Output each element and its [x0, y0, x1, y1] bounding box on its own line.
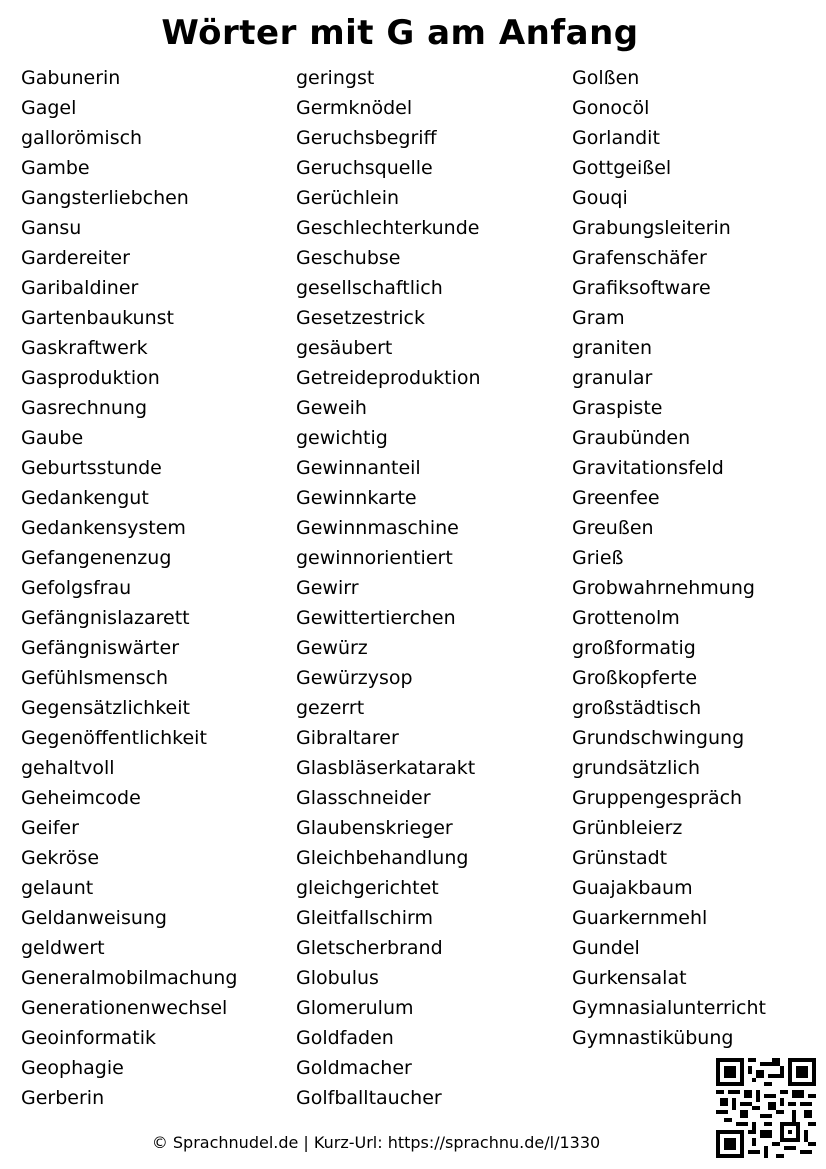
- word-item: Gouqi: [572, 187, 628, 209]
- word-item: Gefühlsmensch: [21, 667, 168, 689]
- footer-credit: © Sprachnudel.de | Kurz-Url: https://sprachnu.de/l/1330: [151, 1133, 601, 1152]
- word-item: Gruppengespräch: [572, 787, 743, 809]
- word-item: Gewürz: [296, 637, 368, 659]
- word-item: Gabunerin: [21, 67, 121, 89]
- word-item: Gasrechnung: [21, 397, 148, 419]
- word-item: Gedankensystem: [21, 517, 186, 539]
- word-item: Geoinformatik: [21, 1027, 157, 1049]
- word-item: Gurkensalat: [572, 967, 687, 989]
- word-item: Gerberin: [21, 1087, 105, 1109]
- word-item: Golfballtaucher: [296, 1087, 442, 1109]
- word-item: Großkopferte: [572, 667, 698, 689]
- word-item: Garibaldiner: [21, 277, 139, 299]
- word-item: Gagel: [21, 97, 77, 119]
- word-item: Gymnasialunterricht: [572, 997, 766, 1019]
- word-item: Gletscherbrand: [296, 937, 443, 959]
- word-column-2: [296, 63, 481, 1113]
- word-item: Geophagie: [21, 1057, 124, 1079]
- word-item: Grundschwingung: [572, 727, 745, 749]
- word-item: gesellschaftlich: [296, 277, 443, 299]
- word-item: Gerüchlein: [296, 187, 400, 209]
- word-item: Geschlechterkunde: [296, 217, 480, 239]
- word-item: Gefolgsfrau: [21, 577, 132, 599]
- word-item: Greußen: [572, 517, 654, 539]
- word-item: Grafenschäfer: [572, 247, 707, 269]
- word-item: Gibraltarer: [296, 727, 399, 749]
- word-item: Globulus: [296, 967, 379, 989]
- word-item: Gegenöffentlichkeit: [21, 727, 207, 749]
- word-item: Golßen: [572, 67, 640, 89]
- word-item: Gymnastikübung: [572, 1027, 734, 1049]
- word-item: gelaunt: [21, 877, 94, 899]
- word-item: gesäubert: [296, 337, 393, 359]
- word-item: Gasproduktion: [21, 367, 160, 389]
- word-item: Graspiste: [572, 397, 663, 419]
- word-item: Glomerulum: [296, 997, 414, 1019]
- word-item: geringst: [296, 67, 375, 89]
- word-item: Gekröse: [21, 847, 100, 869]
- word-item: Gleichbehandlung: [296, 847, 469, 869]
- word-item: Graubünden: [572, 427, 691, 449]
- word-item: Goldmacher: [296, 1057, 412, 1079]
- word-item: Gewinnanteil: [296, 457, 421, 479]
- word-column-3: [572, 63, 766, 1053]
- word-item: Geheimcode: [21, 787, 141, 809]
- word-item: Geruchsquelle: [296, 157, 433, 179]
- word-item: Gegensätzlichkeit: [21, 697, 190, 719]
- word-item: Goldfaden: [296, 1027, 394, 1049]
- word-item: Gewinnkarte: [296, 487, 417, 509]
- word-item: Gansu: [21, 217, 82, 239]
- word-item: Grobwahrnehmung: [572, 577, 755, 599]
- word-item: Geldanweisung: [21, 907, 167, 929]
- word-item: Gaskraftwerk: [21, 337, 148, 359]
- word-item: Guajakbaum: [572, 877, 693, 899]
- word-item: gleichgerichtet: [296, 877, 439, 899]
- qr-code-icon: [716, 1058, 816, 1158]
- word-item: Gundel: [572, 937, 640, 959]
- word-item: Grünbleierz: [572, 817, 683, 839]
- word-item: Gewirr: [296, 577, 359, 599]
- word-column-1: [21, 63, 237, 1113]
- word-item: geldwert: [21, 937, 105, 959]
- word-item: Gartenbaukunst: [21, 307, 174, 329]
- word-item: Gottgeißel: [572, 157, 672, 179]
- word-item: gezerrt: [296, 697, 365, 719]
- word-item: großstädtisch: [572, 697, 702, 719]
- page-title: Wörter mit G am Anfang: [161, 13, 639, 53]
- word-item: großformatig: [572, 637, 696, 659]
- word-item: gallorömisch: [21, 127, 143, 149]
- word-item: Generationenwechsel: [21, 997, 228, 1019]
- word-item: Geburtsstunde: [21, 457, 162, 479]
- word-item: Gram: [572, 307, 625, 329]
- word-item: Gorlandit: [572, 127, 660, 149]
- word-item: Getreideproduktion: [296, 367, 481, 389]
- word-item: Gefängnislazarett: [21, 607, 190, 629]
- word-item: gewinnorientiert: [296, 547, 453, 569]
- word-item: Gangsterliebchen: [21, 187, 189, 209]
- word-item: Geweih: [296, 397, 367, 419]
- word-item: gehaltvoll: [21, 757, 115, 779]
- word-item: Gravitationsfeld: [572, 457, 724, 479]
- word-item: Gaube: [21, 427, 84, 449]
- word-item: Gardereiter: [21, 247, 130, 269]
- word-item: Geschubse: [296, 247, 401, 269]
- word-item: Geifer: [21, 817, 79, 839]
- word-item: Generalmobilmachung: [21, 967, 238, 989]
- word-item: Guarkernmehl: [572, 907, 708, 929]
- word-item: Gedankengut: [21, 487, 149, 509]
- word-item: Gesetzestrick: [296, 307, 426, 329]
- word-item: Gewinnmaschine: [296, 517, 459, 539]
- word-item: Glasschneider: [296, 787, 431, 809]
- word-item: Gefängniswärter: [21, 637, 180, 659]
- word-item: Germknödel: [296, 97, 413, 119]
- word-item: Grabungsleiterin: [572, 217, 731, 239]
- word-item: Gefangenenzug: [21, 547, 172, 569]
- word-item: Gewürzysop: [296, 667, 413, 689]
- word-item: Grottenolm: [572, 607, 680, 629]
- word-item: Grafiksoftware: [572, 277, 711, 299]
- word-item: Gleitfallschirm: [296, 907, 433, 929]
- word-item: granular: [572, 367, 653, 389]
- word-item: Gonocöl: [572, 97, 650, 119]
- word-item: gewichtig: [296, 427, 388, 449]
- word-item: Geruchsbegriff: [296, 127, 437, 149]
- word-item: Glasbläserkatarakt: [296, 757, 476, 779]
- word-item: Grieß: [572, 547, 624, 569]
- word-item: Grünstadt: [572, 847, 668, 869]
- word-item: Gewittertierchen: [296, 607, 456, 629]
- word-item: Glaubenskrieger: [296, 817, 453, 839]
- word-item: graniten: [572, 337, 653, 359]
- word-item: grundsätzlich: [572, 757, 701, 779]
- word-item: Greenfee: [572, 487, 660, 509]
- word-item: Gambe: [21, 157, 90, 179]
